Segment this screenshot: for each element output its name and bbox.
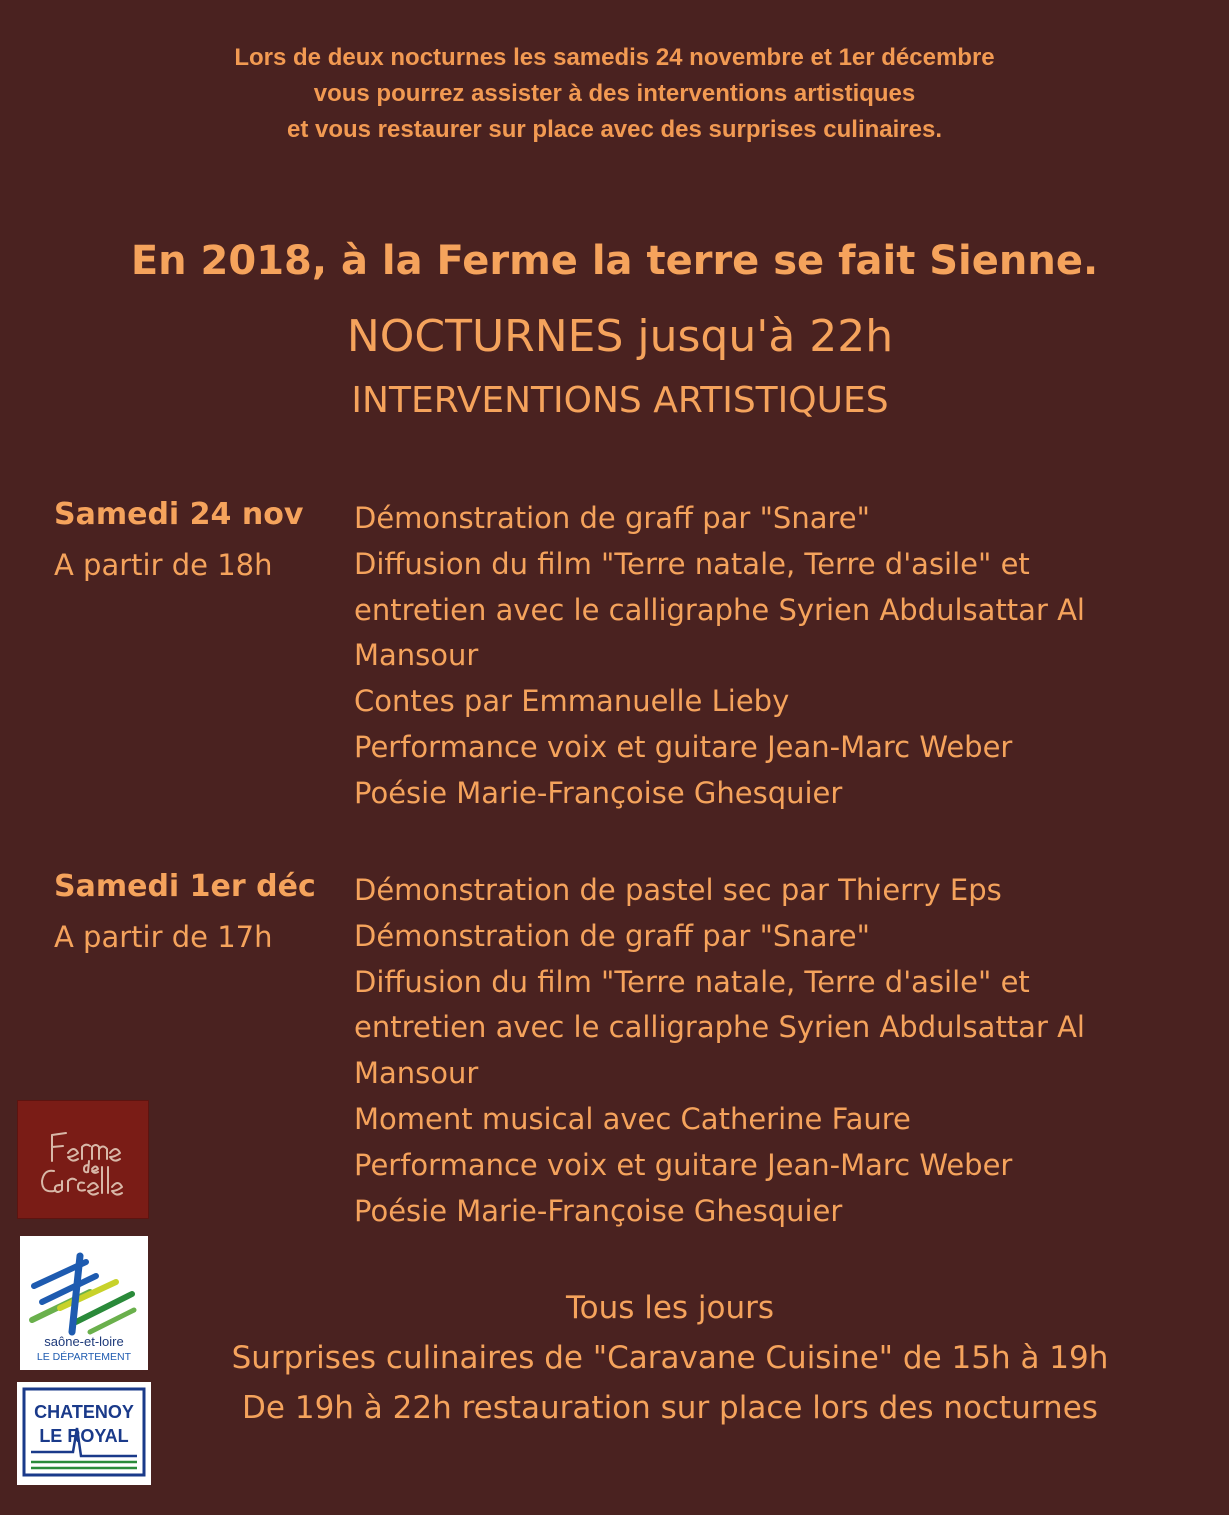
interventions-subtitle: INTERVENTIONS ARTISTIQUES (351, 380, 889, 421)
day1-time: A partir de 18h (54, 548, 273, 582)
day2-time: A partir de 17h (54, 920, 273, 954)
daily-info (0, 1283, 1229, 1433)
list-item: Mansour (354, 1056, 479, 1091)
saone-logo-name: saône-et-loire (44, 1334, 124, 1349)
list-item: Contes par Emmanuelle Lieby (354, 684, 790, 719)
day2-program-list (354, 868, 1154, 1234)
list-item: Poésie Marie-Françoise Ghesquier (354, 775, 843, 810)
nocturnes-subtitle: NOCTURNES jusqu'à 22h (346, 311, 894, 362)
list-item: Performance voix et guitare Jean-Marc Weber (354, 729, 1013, 764)
ferme-carcelle-logo (17, 1100, 149, 1219)
list-item: Mansour (354, 638, 479, 673)
intro-line-2: vous pourrez assister à des interventions artistiques (313, 80, 916, 107)
footer-line-3: De 19h à 22h restauration sur place lors des nocturnes (242, 1390, 1098, 1426)
chatenoy-logo-line-2: LE ROYAL (39, 1426, 129, 1446)
footer-line-2: Surprises culinaires de "Caravane Cuisine" de 15h à 19h (231, 1340, 1109, 1376)
list-item: Performance voix et guitare Jean-Marc Weber (354, 1147, 1013, 1182)
list-item: entretien avec le calligraphe Syrien Abdulsattar Al (354, 592, 1085, 627)
page-title: En 2018, à la Ferme la terre se fait Sienne. (130, 238, 1099, 284)
list-item: Moment musical avec Catherine Faure (354, 1101, 911, 1136)
intro-line-1: Lors de deux nocturnes les samedis 24 novembre et 1er décembre (234, 44, 995, 71)
list-item: Poésie Marie-Françoise Ghesquier (354, 1193, 843, 1228)
list-item: Diffusion du film "Terre natale, Terre d'asile" et (354, 546, 1030, 581)
list-item: Démonstration de graff par "Snare" (354, 918, 870, 953)
list-item: Démonstration de pastel sec par Thierry Eps (354, 873, 1002, 907)
chatenoy-logo-line-1: CHATENOY (34, 1402, 134, 1422)
list-item: entretien avec le calligraphe Syrien Abdulsattar Al (354, 1010, 1085, 1045)
list-item: Démonstration de graff par "Snare" (354, 501, 870, 535)
intro-text (0, 40, 1229, 148)
list-item: Diffusion du film "Terre natale, Terre d'asile" et (354, 964, 1030, 999)
footer-line-1: Tous les jours (565, 1290, 775, 1326)
intro-line-3: et vous restaurer sur place avec des surprises culinaires. (286, 116, 942, 143)
ferme-carcelle-logo-art (18, 1101, 148, 1218)
saone-logo-sub: LE DÉPARTEMENT (36, 1351, 132, 1363)
day1-label: Samedi 24 nov (54, 497, 304, 532)
day2-label: Samedi 1er déc (54, 869, 316, 904)
day1-program-list (354, 496, 1154, 817)
